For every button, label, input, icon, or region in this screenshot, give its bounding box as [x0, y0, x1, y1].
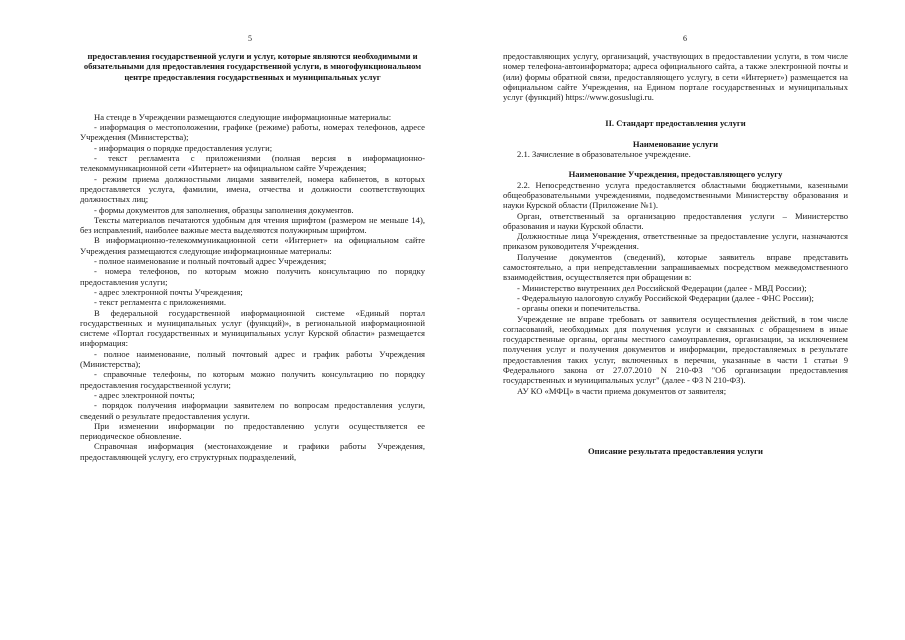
paragraph: - режим приема должностными лицами заявителей, номера кабинетов, в которых предоставляется услуга, фамилии, имена, отчества и должности соответствующих должностных лиц;	[80, 173, 425, 205]
paragraph: В федеральной государственной информационной системе «Единый портал государственных и муниципальных услуг (функций)», в региональной информационной системе «Портал государственных и муниципальных услуг Курской области» размещается информация:	[80, 307, 425, 349]
paragraph: - текст регламента с приложениями (полная версия в информационно-телекоммуникационной сети «Интернет» на официальном сайте Учреждения;	[80, 153, 425, 174]
paragraph: 2.2. Непосредственно услуга предоставляется областными бюджетными, казенными общеобразовательными учреждениями, подведомственными Министерству образования и науки Курской области (Приложение №1).	[503, 179, 848, 211]
subsection-title: Наименование услуги	[632, 138, 719, 149]
paragraph: Орган, ответственный за организацию предоставления услуги – Министерство образования и науки Курской области.	[503, 210, 848, 231]
paragraph: предоставляющих услугу, организаций, участвующих в предоставлении услуги, в том числе номер телефона-автоинформатора; адреса официального сайта, а также электронной почты и (или) формы обратной связи, предоставляющего услугу, в сети «Интернет») размещается на официальном сайте Учреждения, на Едином портале государственных и муниципальных услуг (функций) https://www.gosuslugi.ru.	[503, 51, 848, 103]
paragraph: - органы опеки и попечительства.	[517, 303, 641, 314]
paragraph: АУ КО «МФЦ» в части приема документов от заявителя;	[517, 385, 727, 396]
page-number: 6	[683, 34, 687, 43]
paragraph: Получение документов (сведений), которые заявитель вправе представить самостоятельно, а при непредставлении запрашиваемых посредством межведомственного взаимодействия, осуществляется при обращении в:	[503, 251, 848, 283]
paragraph: Должностные лица Учреждения, ответственные за предоставление услуги, назначаются приказом руководителя Учреждения.	[503, 231, 848, 252]
section-heading: предоставления государственной услуги и услуг, которые являются необходимыми и обязательными для предоставления государственной услуги, в многофункциональном центре предоставления государственных и муниципальных услуг	[83, 51, 422, 82]
paragraph: - формы документов для заполнения, образцы заполнения документов.	[94, 204, 354, 215]
paragraph: - текст регламента с приложениями.	[94, 297, 227, 308]
subsection-title: Описание результата предоставления услуги	[587, 445, 764, 456]
left-page	[80, 0, 425, 640]
section-title: II. Стандарт предоставления услуги	[605, 118, 746, 129]
paragraph: - Федеральную налоговую службу Российской Федерации (далее - ФНС России);	[517, 292, 814, 303]
paragraph: На стенде в Учреждении размещаются следующие информационные материалы:	[94, 111, 392, 122]
subsection-title: Наименование Учреждения, предоставляющего услугу	[568, 169, 783, 180]
paragraph: Учреждение не вправе требовать от заявителя осуществления действий, в том числе согласований, необходимых для получения услуги и связанных с обращением в иные государственные органы, органы местного самоуправления, организации, за исключением получения услуг и получения документов и информации, предоставляемых в результате предоставления таких услуг, включенных в перечни, указанные в части 1 статьи 9 Федерального закона от 27.07.2010 N 210-ФЗ "Об организации предоставления государственных и муниципальных услуг" (далее - ФЗ N 210-ФЗ).	[503, 313, 848, 386]
paragraph: - информация о местоположении, графике (режиме) работы, номерах телефонов, адресе Учреждения (Министерства);	[80, 122, 425, 143]
paragraph: Справочная информация (местонахождение и графики работы Учреждения, предоставляющей услугу, его структурных подразделений,	[80, 441, 425, 462]
right-page-content	[503, 51, 848, 456]
paragraph: - информация о порядке предоставления услуги;	[94, 142, 273, 153]
right-page	[503, 0, 848, 640]
paragraph: - полное наименование, полный почтовый адрес и график работы Учреждения (Министерства);	[80, 348, 425, 370]
paragraph: - полное наименование и полный почтовый адрес Учреждения;	[94, 256, 327, 267]
paragraph: При изменении информации по предоставлению услуги осуществляется ее периодическое обновление.	[80, 420, 425, 442]
paragraph: 2.1. Зачисление в образовательное учреждение.	[517, 149, 691, 160]
paragraph: Тексты материалов печатаются удобным для чтения шрифтом (размером не меньше 14), без исправлений, наиболее важные места выделяются полужирным шрифтом.	[80, 214, 425, 236]
paragraph: - адрес электронной почты Учреждения;	[94, 286, 243, 297]
paragraph: - адрес электронной почты;	[94, 389, 195, 400]
left-page-content	[80, 51, 425, 462]
paragraph: В информационно-телекоммуникационной сети «Интернет» на официальном сайте Учреждения размещаются следующие информационные материалы:	[80, 235, 425, 256]
paragraph: - номера телефонов, по которым можно получить консультацию по порядку предоставления услуги;	[80, 266, 425, 287]
paragraph: - Министерство внутренних дел Российской Федерации (далее - МВД России);	[517, 282, 807, 293]
paragraph: - справочные телефоны, по которым можно получить консультацию по порядку предоставления государственной услуги;	[80, 369, 425, 390]
paragraph: - порядок получения информации заявителем по вопросам предоставления услуги, сведений о результате предоставления услуги.	[80, 400, 425, 421]
page-number: 5	[248, 34, 252, 43]
